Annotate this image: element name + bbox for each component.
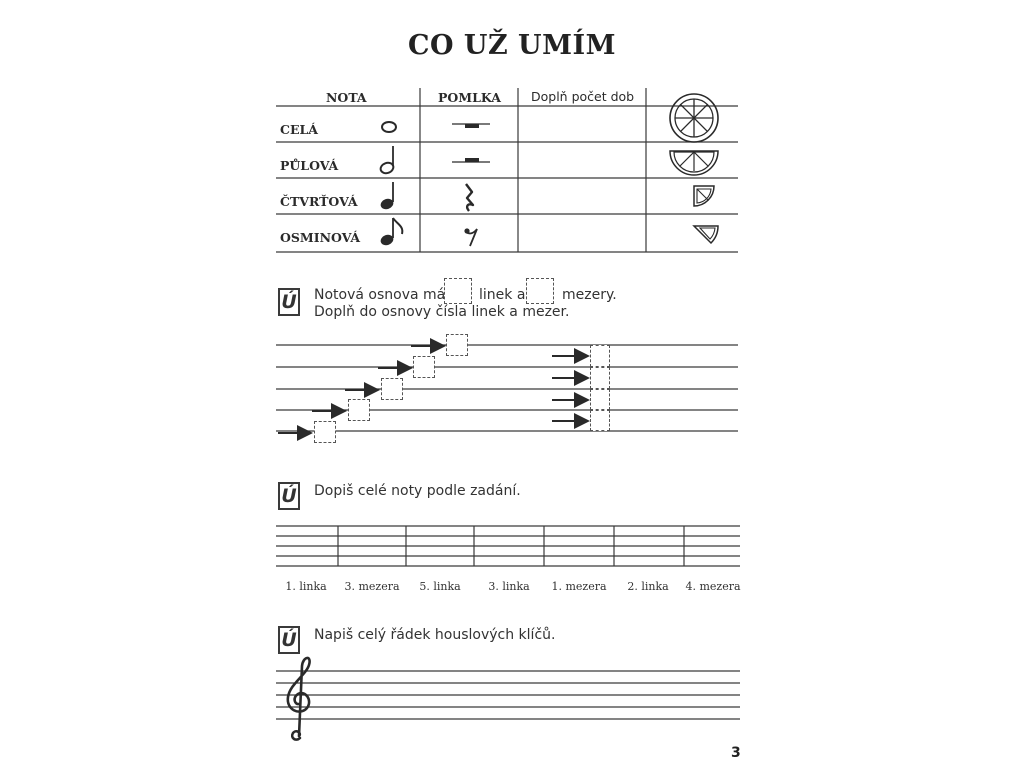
task1-text-part1: Notová osnova má xyxy=(314,287,446,303)
page-number: 3 xyxy=(731,745,741,761)
task1-text-line2: Doplň do osnovy čísla linek a mezer. xyxy=(314,304,570,320)
measure-label-2: 3. mezera xyxy=(344,580,400,593)
measure-label-5: 1. mezera xyxy=(551,580,607,593)
task-marker-1: Ú xyxy=(278,288,300,316)
measure-label-7: 4. mezera xyxy=(685,580,741,593)
row-label-osminova: OSMINOVÁ xyxy=(280,230,361,245)
task2-text: Dopiš celé noty podle zadání. xyxy=(314,483,521,499)
task3-text: Napiš celý řádek houslových klíčů. xyxy=(314,627,556,643)
task1-text-part2: linek a xyxy=(479,287,526,303)
page-title: CO UŽ UMÍM xyxy=(407,30,616,61)
treble-clef-icon xyxy=(288,658,310,740)
header-doplnte-pocet-dob: Doplň počet dob xyxy=(531,89,635,104)
row-label-pulova: PŮLOVÁ xyxy=(280,158,339,173)
task-marker-3: Ú xyxy=(278,626,300,654)
task-marker-2: Ú xyxy=(278,482,300,510)
measure-label-6: 2. linka xyxy=(627,580,669,593)
header-pomlka: POMLKA xyxy=(438,90,501,105)
task1-text-part3: mezery. xyxy=(562,287,617,303)
measure-label-4: 3. linka xyxy=(488,580,530,593)
measure-label-1: 1. linka xyxy=(285,580,327,593)
header-nota: NOTA xyxy=(326,90,367,105)
row-label-ctvrtova: ČTVRŤOVÁ xyxy=(280,194,358,209)
row-label-cela: CELÁ xyxy=(280,122,318,137)
measure-label-3: 5. linka xyxy=(419,580,461,593)
